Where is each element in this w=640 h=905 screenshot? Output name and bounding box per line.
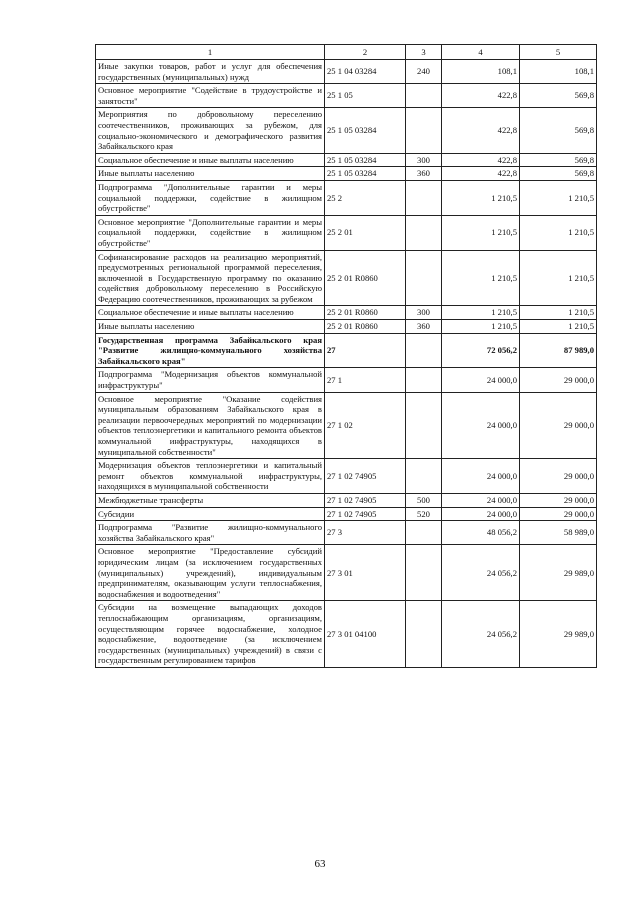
row-name: Подпрограмма "Модернизация объектов коммунальной инфраструктуры": [96, 368, 325, 392]
table-row: [96, 250, 597, 306]
row-vr: [406, 215, 442, 250]
table-row: [96, 333, 597, 368]
row-value-year1: 24 000,0: [442, 392, 520, 459]
row-name: Мероприятия по добровольному переселению соотечественников, проживающих за рубежом, для социально-экономического и демографического развития Забайкальского края: [96, 108, 325, 153]
row-value-year1: 108,1: [442, 60, 520, 84]
row-vr: [406, 250, 442, 306]
row-vr: [406, 180, 442, 215]
row-code: 27 1 02: [325, 392, 406, 459]
row-value-year2: 1 210,5: [520, 306, 597, 320]
table-row: [96, 108, 597, 153]
row-code: 25 2: [325, 180, 406, 215]
table-row: [96, 320, 597, 334]
row-code: 25 2 01 R0860: [325, 250, 406, 306]
table-row: [96, 180, 597, 215]
row-code: 27: [325, 333, 406, 368]
col-header-year1: 4: [442, 45, 520, 60]
row-name: Основное мероприятие "Содействие в трудоустройстве и занятости": [96, 84, 325, 108]
row-value-year2: 29 000,0: [520, 493, 597, 507]
row-value-year1: 1 210,5: [442, 306, 520, 320]
row-value-year1: 1 210,5: [442, 215, 520, 250]
row-vr: 500: [406, 493, 442, 507]
row-vr: [406, 521, 442, 545]
row-name: Социальное обеспечение и иные выплаты населению: [96, 153, 325, 167]
row-code: 25 1 05 03284: [325, 167, 406, 181]
row-code: 27 1: [325, 368, 406, 392]
row-value-year1: 1 210,5: [442, 250, 520, 306]
row-name: Иные выплаты населению: [96, 320, 325, 334]
row-value-year1: 24 000,0: [442, 493, 520, 507]
table-row: [96, 392, 597, 459]
row-vr: [406, 545, 442, 601]
row-code: 25 2 01 R0860: [325, 320, 406, 334]
table-row: [96, 459, 597, 494]
row-value-year2: 29 000,0: [520, 459, 597, 494]
col-header-name: 1: [96, 45, 325, 60]
row-code: 27 3: [325, 521, 406, 545]
table-row: [96, 153, 597, 167]
row-value-year2: 1 210,5: [520, 250, 597, 306]
row-code: 25 2 01 R0860: [325, 306, 406, 320]
row-value-year1: 1 210,5: [442, 320, 520, 334]
row-name: Подпрограмма "Развитие жилищно-коммунального хозяйства Забайкальского края": [96, 521, 325, 545]
row-code: 27 3 01 04100: [325, 601, 406, 668]
row-code: 25 2 01: [325, 215, 406, 250]
row-vr: [406, 459, 442, 494]
row-name: Иные выплаты населению: [96, 167, 325, 181]
row-value-year1: 24 000,0: [442, 459, 520, 494]
table-row: [96, 60, 597, 84]
row-code: 25 1 04 03284: [325, 60, 406, 84]
row-code: 27 3 01: [325, 545, 406, 601]
row-value-year1: 24 000,0: [442, 368, 520, 392]
row-value-year1: 24 056,2: [442, 601, 520, 668]
row-name: Софинансирование расходов на реализацию мероприятий, предусмотренных региональной программой переселения, включенной в Государственную программу по оказанию содействия добровольному переселению в Российскую Федерацию соотечественников, проживающих за рубежом: [96, 250, 325, 306]
row-value-year2: 29 000,0: [520, 507, 597, 521]
row-value-year2: 569,8: [520, 153, 597, 167]
row-value-year2: 58 989,0: [520, 521, 597, 545]
col-header-vr: 3: [406, 45, 442, 60]
row-vr: [406, 601, 442, 668]
table-row: [96, 521, 597, 545]
budget-table: [95, 44, 597, 668]
row-value-year1: 422,8: [442, 167, 520, 181]
row-value-year1: 422,8: [442, 84, 520, 108]
row-vr: [406, 333, 442, 368]
header-row: [96, 45, 597, 60]
row-name: Межбюджетные трансферты: [96, 493, 325, 507]
row-value-year2: 1 210,5: [520, 320, 597, 334]
row-name: Социальное обеспечение и иные выплаты населению: [96, 306, 325, 320]
row-code: 25 1 05: [325, 84, 406, 108]
row-vr: 360: [406, 167, 442, 181]
row-vr: 300: [406, 153, 442, 167]
row-name: Субсидии: [96, 507, 325, 521]
row-name: Основное мероприятие "Дополнительные гарантии и меры социальной поддержки, содействие в жилищном обустройстве": [96, 215, 325, 250]
row-value-year2: 29 000,0: [520, 392, 597, 459]
table-row: [96, 368, 597, 392]
col-header-year2: 5: [520, 45, 597, 60]
table-row: [96, 601, 597, 668]
row-code: 25 1 05 03284: [325, 108, 406, 153]
row-code: 27 1 02 74905: [325, 459, 406, 494]
row-value-year1: 24 000,0: [442, 507, 520, 521]
row-value-year1: 24 056,2: [442, 545, 520, 601]
row-code: 27 1 02 74905: [325, 507, 406, 521]
row-value-year2: 29 000,0: [520, 368, 597, 392]
row-vr: [406, 392, 442, 459]
row-vr: [406, 368, 442, 392]
row-vr: 520: [406, 507, 442, 521]
row-vr: 240: [406, 60, 442, 84]
row-value-year2: 569,8: [520, 84, 597, 108]
row-value-year2: 29 989,0: [520, 545, 597, 601]
row-name: Основное мероприятие "Оказание содействия муниципальным образованиям Забайкальского края в реализации первоочередных мероприятий по модернизации объектов теплоэнергетики и капитального ремонта объектов коммунальной инфраструктуры, находящихся в муниципальной собственности": [96, 392, 325, 459]
table-body: [96, 60, 597, 668]
col-header-code: 2: [325, 45, 406, 60]
row-value-year2: 108,1: [520, 60, 597, 84]
row-vr: [406, 108, 442, 153]
row-value-year1: 422,8: [442, 108, 520, 153]
row-value-year2: 29 989,0: [520, 601, 597, 668]
row-vr: 300: [406, 306, 442, 320]
row-name: Государственная программа Забайкальского края "Развитие жилищно-коммунального хозяйства Забайкальского края": [96, 333, 325, 368]
row-code: 27 1 02 74905: [325, 493, 406, 507]
table-row: [96, 215, 597, 250]
row-value-year2: 1 210,5: [520, 215, 597, 250]
row-name: Иные закупки товаров, работ и услуг для обеспечения государственных (муниципальных) нужд: [96, 60, 325, 84]
table-row: [96, 167, 597, 181]
row-name: Субсидии на возмещение выпадающих доходов теплоснабжающим организациям, организациям, осуществляющим горячее водоснабжение, холодное водоснабжение, водоотведение (за исключением государственных (муниципальных) учреждений) в связи с государственным регулированием тарифов: [96, 601, 325, 668]
row-value-year1: 422,8: [442, 153, 520, 167]
row-code: 25 1 05 03284: [325, 153, 406, 167]
row-value-year2: 1 210,5: [520, 180, 597, 215]
row-name: Модернизация объектов теплоэнергетики и капитальный ремонт объектов коммунальной инфраструктуры, находящихся в муниципальной собственности: [96, 459, 325, 494]
row-value-year1: 72 056,2: [442, 333, 520, 368]
table-row: [96, 306, 597, 320]
row-vr: 360: [406, 320, 442, 334]
row-value-year2: 87 989,0: [520, 333, 597, 368]
page-number: 63: [314, 858, 326, 870]
row-value-year2: 569,8: [520, 167, 597, 181]
row-name: Основное мероприятие "Предоставление субсидий юридическим лицам (за исключением государственных (муниципальных) учреждений), индивидуальным предпринимателям, оказывающим услуги теплоснабжения, водоснабжения и водоотведения": [96, 545, 325, 601]
row-value-year2: 569,8: [520, 108, 597, 153]
table-row: [96, 507, 597, 521]
row-name: Подпрограмма "Дополнительные гарантии и меры социальной поддержки, содействие в жилищном обустройстве": [96, 180, 325, 215]
row-value-year1: 48 056,2: [442, 521, 520, 545]
table-row: [96, 493, 597, 507]
row-value-year1: 1 210,5: [442, 180, 520, 215]
row-vr: [406, 84, 442, 108]
table-row: [96, 84, 597, 108]
table-row: [96, 545, 597, 601]
